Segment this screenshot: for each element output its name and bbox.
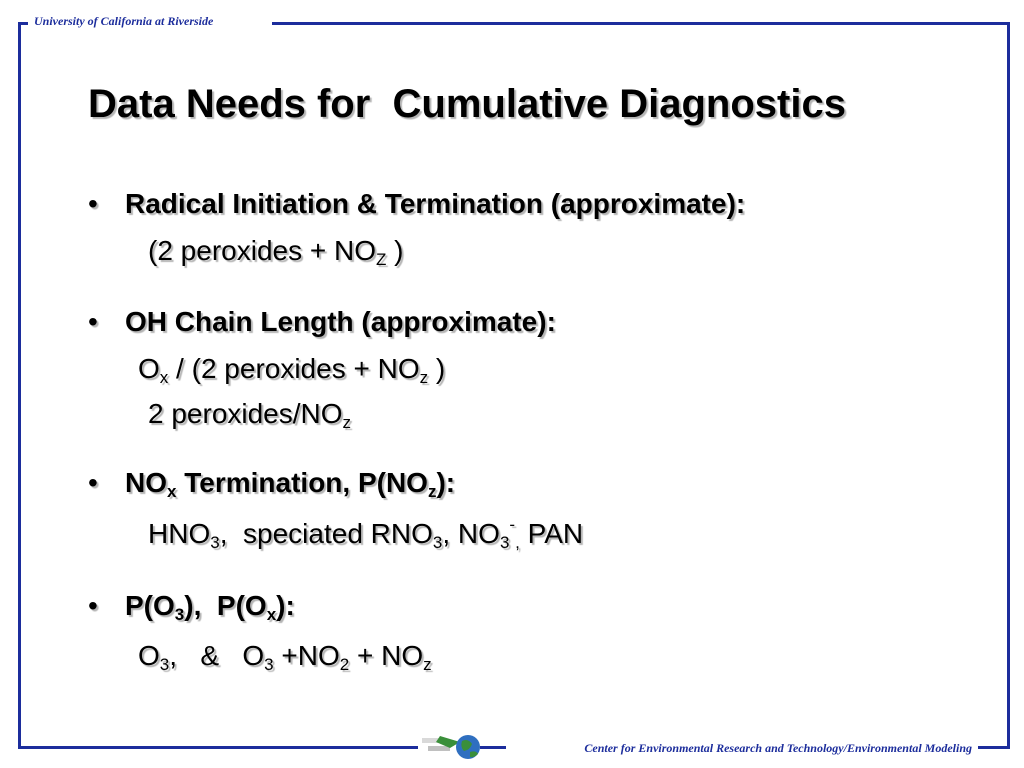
bullet-2-heading: OH Chain Length (approximate):: [125, 306, 556, 337]
text-run: ), P(O: [184, 590, 267, 621]
subscript: 3: [174, 605, 185, 624]
bullet-marker: •: [88, 188, 98, 219]
subscript: x: [266, 605, 277, 624]
text-run: ): [386, 235, 404, 266]
text-run: , NO: [442, 518, 500, 549]
bullet-2-line-1: [138, 353, 445, 385]
subscript: 3: [159, 655, 170, 674]
subscript: x: [159, 368, 169, 387]
subscript: x: [167, 482, 177, 501]
bullet-3-heading: [125, 467, 455, 499]
text-run: PAN: [519, 518, 584, 549]
text-run: +NO: [273, 640, 340, 671]
subscript: 3: [264, 655, 274, 674]
frame-bottom-right: [978, 746, 1010, 749]
subscript: 3: [499, 533, 510, 552]
text-run: ):: [436, 467, 456, 498]
text-run: NO: [125, 467, 167, 498]
institution-header: University of California at Riverside: [34, 14, 214, 28]
text-run: P(O: [125, 590, 175, 621]
subscript: ,: [515, 533, 520, 552]
subscript: z: [342, 413, 352, 432]
center-footer: Center for Environmental Research and Technology/Environmental Modeling: [584, 741, 972, 755]
text-run: / (2 peroxides + NO: [168, 353, 420, 384]
subscript: 3: [210, 533, 220, 552]
bullet-marker: •: [88, 590, 98, 621]
subscript: 2: [339, 655, 350, 674]
bullet-2-line-2: [148, 398, 351, 430]
text-run: ): [428, 353, 446, 384]
globe-logo-icon: [420, 732, 500, 762]
subscript: Z: [376, 250, 387, 269]
frame-right: [1007, 22, 1010, 749]
text-run: 2 peroxides/NO: [148, 398, 343, 429]
text-run: (2 peroxides + NO: [148, 235, 376, 266]
frame-bottom-left: [18, 746, 418, 749]
subscript: 3: [432, 533, 443, 552]
bullet-4-line-1: [138, 640, 432, 672]
text-run: , & O: [169, 640, 265, 671]
text-run: + NO: [349, 640, 424, 671]
bullet-1-line-1: [148, 235, 404, 267]
frame-left: [18, 22, 21, 749]
slide-title: Data Needs for Cumulative Diagnostics: [88, 82, 846, 126]
bullet-1-heading: Radical Initiation & Termination (approximate):: [125, 188, 746, 219]
text-run: HNO: [148, 518, 211, 549]
bullet-marker: •: [88, 467, 98, 498]
frame-top-right: [272, 22, 1010, 25]
text-run: O: [138, 640, 160, 671]
text-run: ):: [276, 590, 295, 621]
subscript: z: [419, 368, 429, 387]
subscript: z: [427, 482, 437, 501]
bullet-4-heading: [125, 590, 295, 622]
text-run: O: [138, 353, 160, 384]
subscript: z: [423, 655, 432, 674]
superscript: -: [509, 515, 516, 534]
bullet-marker: •: [88, 306, 98, 337]
bullet-3-line-1: [148, 515, 584, 552]
text-run: Termination, P(NO: [176, 467, 428, 498]
text-run: , speciated RNO: [219, 518, 433, 549]
